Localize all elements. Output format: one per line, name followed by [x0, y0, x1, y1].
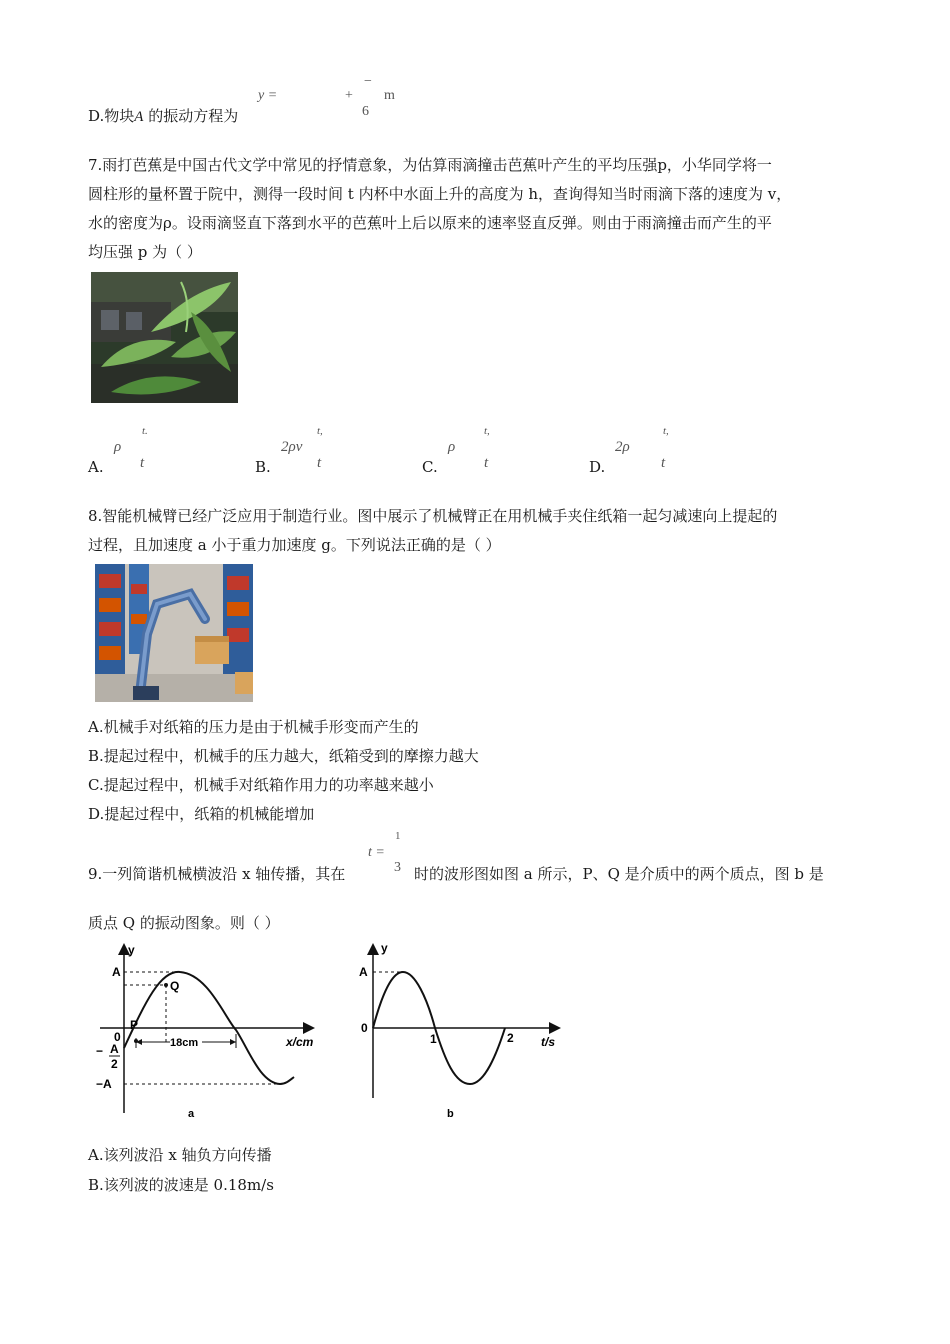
- q7-opt-a-label: A.: [88, 458, 104, 476]
- q9-option-b[interactable]: B.该列波的波速是 0.18m/s: [88, 1176, 274, 1194]
- q9-t-num: 1: [395, 830, 401, 842]
- q9-option-a[interactable]: A.该列波沿 x 轴负方向传播: [88, 1146, 272, 1164]
- q8-option-b[interactable]: B.提起过程中，机械手的压力越大，纸箱受到的摩擦力越大: [88, 747, 479, 765]
- fig-a-y-label: y: [128, 943, 135, 957]
- q7-line-3: 水的密度为ρ。设雨滴竖直下落到水平的芭蕉叶上后以原来的速率竖直反弹。则由于雨滴撞击而产生的平: [88, 214, 772, 232]
- fig-a-point-p: [134, 1039, 138, 1043]
- q7-line-1: 7.雨打芭蕉是中国古代文学中常见的抒情意象，为估算雨滴撞击芭蕉叶产生的平均压强p，小华同学将一: [88, 156, 772, 174]
- q7-opt-b-coef: 2ρv: [281, 439, 303, 455]
- fig-b-two-label: 2: [507, 1031, 514, 1045]
- fig-a-A-label: A: [112, 965, 121, 979]
- q7-opt-d-label: D.: [589, 458, 606, 476]
- fig-b-A-label: A: [359, 965, 368, 979]
- q7-opt-b-label: B.: [255, 458, 271, 476]
- q6-option-d: [88, 106, 238, 127]
- q6-optd-var: A: [134, 109, 144, 125]
- q9-line-1b: 时的波形图如图 a 所示，P、Q 是介质中的两个质点，图 b 是: [414, 865, 824, 883]
- q7-opt-d-coef: 2ρ: [615, 439, 630, 455]
- fig-a-neg-half-top: A: [110, 1042, 119, 1056]
- q7-opt-c-sup: t,: [484, 425, 490, 437]
- q7-opt-c-label: C.: [422, 458, 438, 476]
- q7-opt-a-sup: t.: [142, 425, 148, 437]
- q7-opt-a-coef: ρ: [114, 439, 122, 455]
- q7-opt-b-den: t: [317, 455, 322, 471]
- fig-a-minus-sign: −: [96, 1044, 104, 1058]
- q7-opt-c-coef: ρ: [448, 439, 456, 455]
- fig-b-zero-label: 0: [361, 1021, 368, 1035]
- wave-graph-a: [90, 938, 330, 1123]
- fig-a-P-label: P: [130, 1018, 139, 1032]
- q7-opt-d-den: t: [661, 455, 666, 471]
- fig-b-y-label: y: [381, 941, 388, 955]
- q7-option-d[interactable]: [589, 425, 739, 495]
- q9-t-eq: t =: [368, 845, 385, 860]
- fig-b-caption: b: [447, 1108, 454, 1120]
- q6-formula-dash: −: [364, 74, 372, 89]
- q8-line-1: 8.智能机械臂已经广泛应用于制造行业。图中展示了机械臂正在用机械手夹住纸箱一起匀减速向上提起的: [88, 507, 778, 525]
- fig-a-dist-label: 18cm: [170, 1037, 199, 1049]
- fig-a-neg-half-bot: 2: [111, 1057, 118, 1071]
- fig-b-t-axis-label: t/s: [541, 1035, 556, 1049]
- q7-opt-c-den: t: [484, 455, 489, 471]
- q7-option-b[interactable]: [255, 425, 405, 495]
- q8-option-d[interactable]: D.提起过程中，纸箱的机械能增加: [88, 805, 315, 823]
- q7-option-c[interactable]: [422, 425, 572, 495]
- q8-option-c[interactable]: C.提起过程中，机械手对纸箱作用力的功率越来越小: [88, 776, 434, 794]
- banana-leaf-photo: [91, 272, 238, 403]
- q9-line-2: 质点 Q 的振动图象。则（ ）: [88, 914, 280, 932]
- vibration-graph-b: [355, 938, 570, 1123]
- q7-option-a[interactable]: [88, 425, 238, 495]
- q6-optd-suffix: 的振动方程为: [143, 107, 239, 125]
- q7-opt-d-sup: t,: [663, 425, 669, 437]
- fig-a-x-axis-label: x/cm: [286, 1035, 314, 1049]
- fig-a-negA-label: −A: [96, 1077, 112, 1091]
- fig-b-one-label: 1: [430, 1032, 437, 1046]
- q9-line-1a: 9.一列简谐机械横波沿 x 轴传播，其在: [88, 865, 346, 883]
- fig-a-dim-arrow-right: [230, 1039, 236, 1045]
- fig-a-point-q: [164, 983, 168, 987]
- q8-line-2: 过程，且加速度 a 小于重力加速度 g。下列说法正确的是（ ）: [88, 536, 501, 554]
- q6-formula-unit: m: [384, 88, 395, 103]
- q9-t-den: 3: [394, 860, 401, 875]
- q8-option-a[interactable]: A.机械手对纸箱的压力是由于机械手形变而产生的: [88, 718, 419, 736]
- q6-formula-plus: +: [345, 88, 353, 103]
- q7-opt-a-den: t: [140, 455, 145, 471]
- robot-arm-photo: [95, 564, 253, 702]
- q7-line-4: 均压强 p 为（ ）: [88, 243, 202, 261]
- fig-a-Q-label: Q: [170, 979, 180, 993]
- fig-a-caption: a: [188, 1108, 195, 1120]
- q6-formula-den: 6: [362, 104, 369, 119]
- q7-line-2: 圆柱形的量杯置于院中，测得一段时间 t 内杯中水面上升的高度为 h，查询得知当时雨滴下落的速度为 v，: [88, 185, 792, 203]
- q7-opt-b-sup: t,: [317, 425, 323, 437]
- fig-a-zero-label: 0: [114, 1030, 121, 1044]
- q6-optd-prefix: D.物块: [88, 107, 135, 125]
- q6-formula-lhs: y =: [258, 88, 278, 103]
